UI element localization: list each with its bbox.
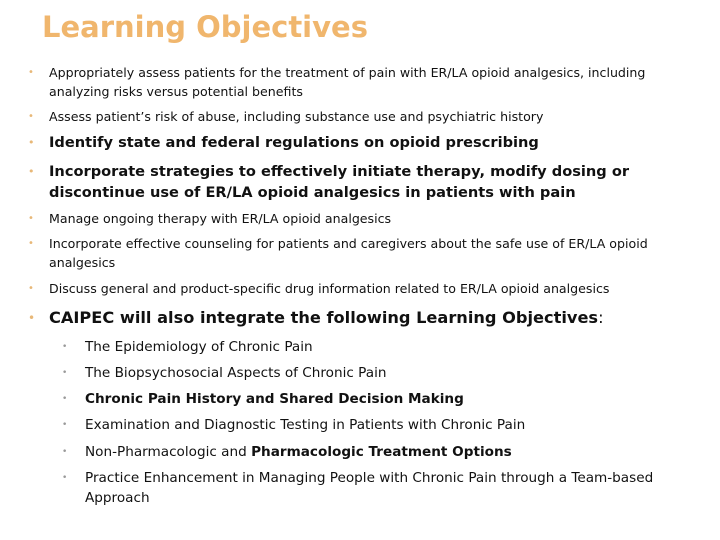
slide-title: Learning Objectives — [42, 10, 368, 44]
bullet-icon: • — [62, 342, 68, 352]
sub-objective-bold: Pharmacologic Treatment Options — [251, 444, 512, 460]
sub-objective-text: Examination and Diagnostic Testing in Patients with Chronic Pain — [85, 417, 526, 433]
bullet-icon: • — [28, 213, 34, 224]
bullet-icon: • — [28, 136, 35, 149]
bullet-icon: • — [28, 238, 34, 249]
caipec-heading-colon: : — [598, 308, 604, 327]
sub-objective-text: Practice Enhancement in Managing People with Chronic Pain through a Team-based Approach — [85, 470, 654, 506]
bullet-icon: • — [62, 420, 68, 430]
bullet-icon: • — [62, 394, 68, 404]
sub-objective-text — [85, 442, 665, 462]
bullet-icon: • — [28, 67, 34, 78]
objective-text: Discuss general and product-specific drug information related to ER/LA opioid analgesics — [49, 281, 610, 296]
bullet-icon: • — [28, 111, 34, 122]
caipec-heading-text: CAIPEC will also integrate the following Learning Objectives — [49, 308, 599, 327]
objective-text: Incorporate strategies to effectively initiate therapy, modify dosing or discontinue use of ER/LA opioid analgesics in patients with pain — [49, 163, 630, 201]
caipec-heading — [49, 307, 684, 329]
bullet-icon: • — [28, 283, 34, 294]
bullet-icon: • — [62, 368, 68, 378]
objective-text: Appropriately assess patients for the treatment of pain with ER/LA opioid analgesics, including analyzing risks versus potential benefits — [49, 65, 646, 99]
bullet-icon: • — [62, 473, 68, 483]
sub-objective-text: Chronic Pain History and Shared Decision Making — [85, 391, 464, 407]
sub-objective-text: The Epidemiology of Chronic Pain — [85, 339, 313, 355]
bullet-icon: • — [28, 311, 36, 325]
objective-text: Manage ongoing therapy with ER/LA opioid analgesics — [49, 211, 392, 226]
bullet-icon: • — [62, 447, 68, 457]
objective-text: Incorporate effective counseling for patients and caregivers about the safe use of ER/LA opioid analgesics — [49, 236, 648, 270]
bullet-icon: • — [28, 165, 35, 178]
sub-objective-plain: Non-Pharmacologic and — [85, 444, 252, 460]
sub-objective-text: The Biopsychosocial Aspects of Chronic Pain — [85, 365, 387, 381]
objective-text: Assess patient’s risk of abuse, including substance use and psychiatric history — [49, 109, 544, 124]
objective-text: Identify state and federal regulations on opioid prescribing — [49, 134, 539, 151]
